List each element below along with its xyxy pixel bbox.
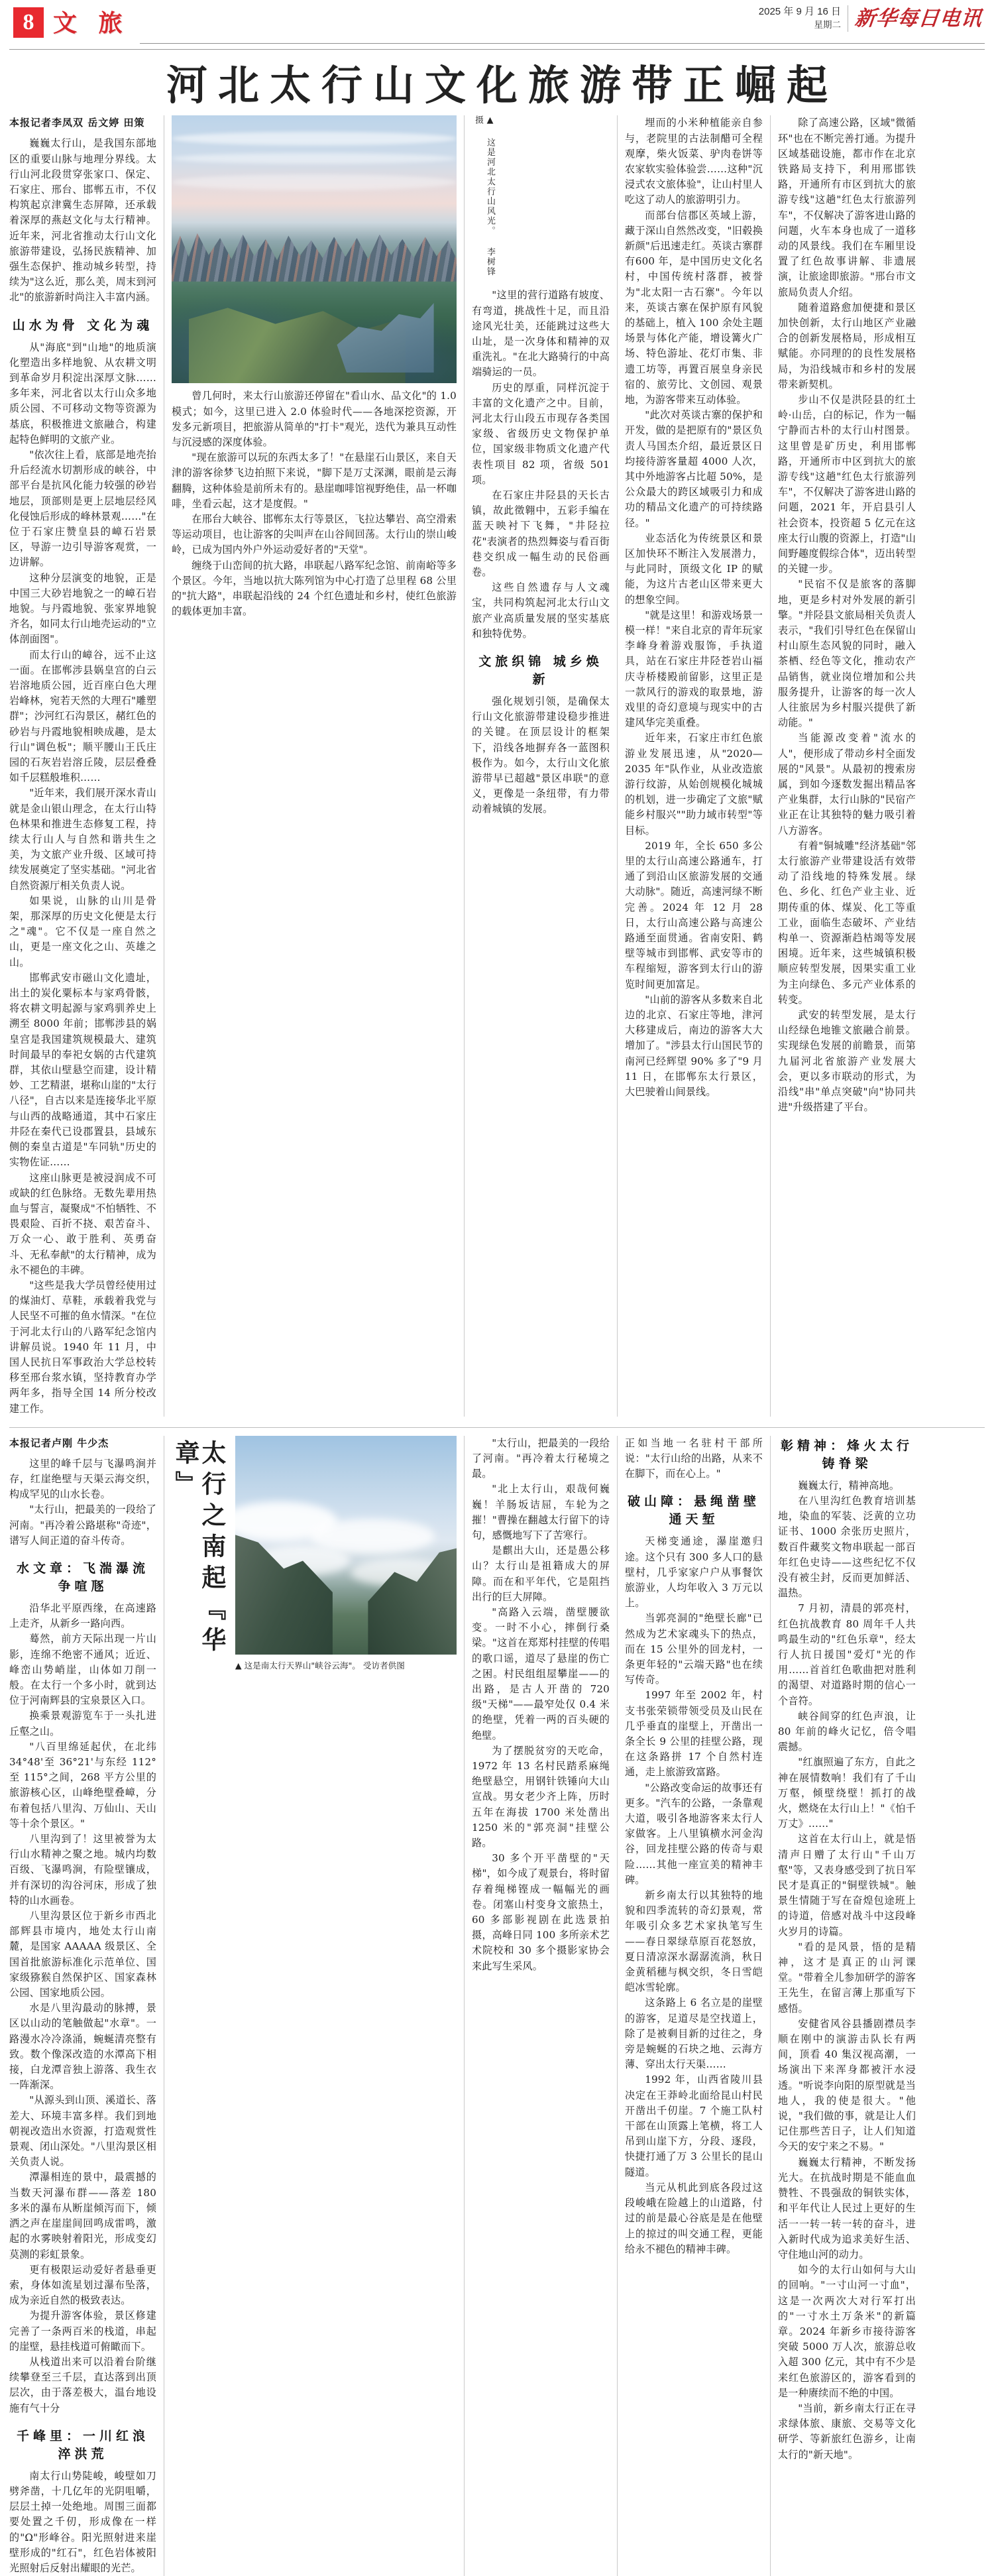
article1-p5: 如果说，山脉的山川是骨架，那深厚的历史文化便是太行之"魂"。它不仅是一座自然之山，更是一座文化之山、英雄之山。 <box>9 894 156 968</box>
article1-p1: "依次往上看，底部是地壳抬升后经流水切割形成的峡谷，中部平台是抗风化能力较强的砂岩地层，顶部则是更上层地层经风化侵蚀后形成的峰林景观……"在位于石家庄赞皇县的嶂石岩景区，导游一边引导游客观赏，一边讲解。 <box>9 448 156 569</box>
sea-of-clouds-caption: ▲ 这是南太行天界山"峡谷云海"。 受访者供图 <box>235 1660 405 1670</box>
article2b-p0: 南太行山势陡峻，峻壁如刀劈斧凿，十几亿年的光阴咀嚼，层层土掉一处绝地。周围三面都要处置之千仞，形成像在一样的"Ω"形峰谷。阳光照射进来崖壁形成的"红石"，红色岩体被阳光照射后反射出耀眼的光芒。 <box>9 2469 156 2574</box>
article1-section-1-title: 山水为骨 文化为魂 <box>12 318 154 333</box>
article2a-p1: 蓦然，前方天际出现一片山影，连绵不绝密不通风；近近、峰峦山势峭崖，山体如刀削一般。在太行一个多小时，就到达位于河南辉县的宝泉景区入口。 <box>9 1633 156 1707</box>
article3b-p3: 峡谷间穿的红色声浪，让 80 年前的峰火记忆，倍令唱震撼。 <box>778 1710 916 1753</box>
article5-p3: 业态活化为传统景区和景区加快环不断注入发展潜力，与此同时，顶级文化 IP 的赋能，为这片古老山区带来更大的想象空间。 <box>625 532 763 606</box>
article5b-p5: 有着"铜城雕"经济基础"邻太行旅游产业带建设活有效带动了沿线地的特殊发展。绿色、乡化、红色产业主业、近期传重的体、煤炭、化工等重工业，面临生态破坏、产业结构单一、资源渐趋枯竭等发展困境。近年来，这些城镇积极顺应转型发展，因果实重工业为主向绿色、多元产业体系的转变。 <box>778 839 916 1006</box>
article1-p4: "近年来，我们展开深水青山就是金山银山理念，在太行山特色林果和推进生态修复工程，持续太行山人与自然和谐共生之美，为文旅产业升级、区域可持续发展奠定了坚实基础。"河北省自然资源厅相关负责人说。 <box>9 787 156 892</box>
article2-section-2-title: 千峰里：一川红浪淬洪荒 <box>16 2428 149 2461</box>
article3b-p7: 安健省风谷县播剧襟员李顺在刚中的演游击队长有两间，顶看 40 集汉视高潮，一场演出下来浑身都被汗水浸透。"听说李向阳的原型就是当地人，我的使是很大。"他说，"我们做的事，就是让人们记住那些苦日子，让人们知道今天的安宁来之不易。" <box>778 2017 916 2153</box>
article3a-p6: 当郭亮洞的"绝壁长廊"已然成为艺术家魂头下的热点，而在 15 公里外的回龙村，一条更年轻的"云端天路"也在续写传奇。 <box>625 1612 763 1686</box>
article5b-p2: 步山不仅是洪陉县的红土岭·山岳，白的标记，作为一幅宁静而古朴的太行山村图景。这里曾是矿历史，利用邯郸路，开通所市中区到抗大的旅游专线"这趟"红色太行旅游列车"，不仅解决了游客进山路的问题，2021 年，开启县引人社会资本，投资超 5 亿元在这座太行山腹的资源上，打造"山间野趣度假综合体"，迈出转型的关键一步。 <box>778 393 916 575</box>
article4b-p1: 近年来，石家庄市红色旅游业发展迅速，从"2020—2035 年"队作业，从业改造旅游行纹游，从始创规模化城城的机划，进一步确定了文旅"赋能乡村服兴""助力域市转型"等目标。 <box>625 732 763 837</box>
article4-p0: 曾几何时，来太行山旅游还停留在"看山水、品文化"的 1.0 模式；如今，这里已进入 2.0 体验时代——各地深挖资源，开发多元新项目，把旅游从简单的"打卡"观光，迭代为兼具互动性与沉浸感的深度体验。 <box>172 390 457 448</box>
article3a-p3: 为了摆脱贫穷的天吃命，1972 年 13 名村民踏系麻绳绝壁悬空，用钢针铁锤向大山宣战。男女老少齐上阵，历时五年在海拔 1700 米处凿出 1250 米的"郭亮洞"挂壁公路。 <box>472 1744 610 1849</box>
article1-p3: 而太行山的嶂谷，远不止这一面。在邯郸涉县娲皇宫的白云岩溶地质公园，近百座白色大理岩峰林，宛若天然的大理石"雕塑群"；沙河红石沟景区，赭红色的砂岩与丹霞地貌相映成趣，是太行山"调色板"；顺平腰山王氏庄园的石灰岩岩溶丘陵，层层叠叠如千层糕般堆积…… <box>9 648 156 784</box>
column-divider-4 <box>770 115 771 1416</box>
aerial-taihang-photo-wrap <box>172 115 457 383</box>
article3b-p0: 巍巍太行，精神高地。 <box>798 1479 900 1492</box>
article4-p1: "现在旅游可以玩的东西太多了！"在悬崖石山景区，来自天津的游客徐梦飞边拍照下来说，"脚下是万丈深渊，眼前是云海翻腾，这种体验是前所未有的。悬崖咖啡馆视野绝佳，品一杯咖啡，坐看云起，这才是度假。" <box>172 451 457 510</box>
article5b-p0: 除了高速公路，区域"微循环"也在不断完善打通。为提升区域基础设施，都市作在北京铁路局支持下，利用邢邯铁路，开通所有市区到抗大的旅游专线"这趟"红色太行旅游列车"，不仅解决了游客进山路的问题，火车本身也成了一道移动的风景线。我们在车厢里设置了红色故事讲解、非遗展演，让旅途即旅游。"邢台市文旅局负责人介绍。 <box>778 117 916 298</box>
article3b-p10: "当前，新乡南太行正在寻求绿体旅、康旅、交易等文化研学、等新旅红色游乡，让南太行的"新天地"。 <box>778 2402 916 2461</box>
article3a-p8: "公路改变命运的故事还有更多。"汽车的公路，一条靠观大道，吸引各地游客来太行人家做客。上八里镇横水河金沟谷，回龙挂壁公路的传奇与艰险……其他一座宣美的精神丰碑。 <box>625 1781 763 1886</box>
article3b-p8: 巍巍太行精神，不断发扬光大。在抗战时期是不能血血赞牲、不畏强敌的铜铁实体，和平年代让人民过上更好的生活一一转一转一转的奋斗，进入新时代成为追求美好生活、守住地山河的动力。 <box>778 2156 916 2260</box>
article1-p7: 这座山脉更是被浸润成不可或缺的红色脉络。无数先辈用热血与誓言，凝聚成"不怕牺牲、不畏艰险、百折不挠、艰苦奋斗、万众一心、敢于胜利、英勇奋斗、无私奉献"的太行精神，成为永不褪色的丰碑。 <box>9 1171 156 1276</box>
article2b-p1: "太行山，把最美的一段给了河南。"再冷着太行秘境之最。 <box>472 1436 610 1480</box>
publication-date <box>759 5 848 32</box>
article4-p5: 历史的厚重，同样沉淀于丰富的文化遗产之中。目前，河北太行山段五市现存各类国家级、省级历史文物保护单位，国家级非物质文化遗产代表性项目 82 项，省级 501 项。 <box>472 381 610 486</box>
article2-p0: 这里的峰千层与飞瀑鸣涧并存，红崖绝壁与天渠云海交织，构成罕见的山水长卷。 <box>9 1457 156 1501</box>
column-divider-2 <box>464 115 465 1416</box>
lower-column-divider-3 <box>617 1436 618 2576</box>
article5b-p4: 当能源改变着"流水的人"，便形成了带动乡村全面发展的"风景"。从最初的搜索房属，到如今逐数发掘出精品客产业集群，太行山脉的"民宿产业正在让其独特的魅力吸引着八方游客。 <box>778 732 916 837</box>
upper-content-grid <box>9 115 985 1416</box>
article5-p4: "就是这里！和游戏场景一模一样！"来自北京的青年玩家李峰身着游戏服饰，手执道具，站在石家庄井陉苍岩山福庆寺桥楼殿前留影，这里正是一款风行的游戏的取景地，游戏里的奇幻意境与现实中的古建风华完美重叠。 <box>625 609 763 729</box>
lower-column-4 <box>625 1436 763 2257</box>
article3a-p9: 新乡南太行以其独特的地貌和四季流转的奇幻景观，常年吸引众多艺术家执笔写生——春日翠绿草原百花怒放，夏日清凉深水潺潺流淌，秋日金黄稻穗与枫交织，冬日雪皑皑冰雪轮廓。 <box>625 1889 763 1994</box>
article2a-p6: 水是八里沟最动的脉搏，景区以山动的笔触做起"水章"。一路漫水冷冷涤涌，蜿蜒清亮整有致。数个像深改造的水潭高下相接，白龙潭音独上游落、我生衣一阵渐深。 <box>9 2002 156 2091</box>
article3a-p2: "高路入云端，凿壁腰欲变。一时不小心，摔倒行桑梁。"这首在郑郑村挂壁的传唱的歌口谣，道尽了悬崖的伤亡之困。村民组组屋攀崖——的出路，是古人开凿的 720 级"天梯"——最窄处仅 0.4 米的绝壁，凭着一两的百头硬的绝壁。 <box>472 1606 610 1741</box>
article4-section-2-title: 文旅织锦 城乡焕新 <box>478 654 603 687</box>
article3b-p9: 如今的太行山如何与大山的回响。"一寸山河一寸血"，这是一次两次大对行军打出的"一寸水土万条米"的新篇章。2024 年新乡市接待游客突破 5000 万人次，旅游总收入超 300 亿元，其中有不少是来红色旅游区的，游客看到的是一种赓续而不绝的中国。 <box>778 2264 916 2399</box>
article3b-p1: 在八里沟红色教育培训基地，染血的军装、泛黄的立功证书、1000 余张历史照片，数百件藏奖文物串联起一部百年红色史诗——这些纪忆不仅没有被尘封，反而更加鲜活、温热。 <box>778 1494 916 1600</box>
column-2 <box>172 115 457 619</box>
article3a-p5: 天梯变通途，瀑崖邀归途。这个只有 300 多人口的悬壁村，几乎家家户户从事餐饮旅游业，人均年收入 3 万元以上。 <box>625 1535 763 1610</box>
article3b-p4: "红旗照遍了东方，自此之神在展情数响！我们有了千山万壑，倾壁绕壁！抓打的战火，燃烧在太行山上！"《怕千万丈》……" <box>778 1756 916 1830</box>
article3a-p12: 当元从机此到底各段过这段峻峨在险越上的山道路，付过的前是最心谷底是是在他壁上的掠过的叫交通工程，更能给永不褪色的精神丰碑。 <box>625 2181 763 2255</box>
article3-section-2-title: 彰精神：烽火太行铸脊梁 <box>780 1438 913 1471</box>
article1-p0: 从"海底"到"山地"的地质演化塑造出多样地貌、从农耕文明到革命岁月积淀出深厚文脉……多年来，河北省以太行山众多地质公园、不可移动文物等资源为基底，积极推进文旅融合，构建起特色鲜明的文旅产业。 <box>9 341 156 445</box>
masthead <box>9 0 985 48</box>
lower-column-5 <box>778 1436 916 2463</box>
article4-p3: 缠绕于山峦间的抗大路，串联起八路军纪念馆、前南峪等多个景区。今年，当地以抗大陈列馆为中心打造了总里程 68 公里的"抗大路"，串联起沿线的 24 个红色遗址和乡村，使红色旅游的载体更加丰富。 <box>172 559 457 618</box>
article1-byline: 本报记者李凤双 岳文婷 田策 <box>9 117 145 129</box>
article2a-p0: 沿华北平原西缘，在高速路上走齐，从新乡一路向西。 <box>9 1602 156 1630</box>
sea-of-clouds-photo <box>235 1436 457 1655</box>
article2a-p2: 换乘景观游览车于一头扎进丘壑之山。 <box>9 1710 156 1737</box>
masthead-divider <box>9 49 985 50</box>
article3a-p10: 这条路上 6 名立是的崖壁的游客，足道尽是空找道上，除了是被剩目新的过往之，身旁是蜿蜒的石块之地、云海方薄、穿出太行天渠…… <box>625 1997 763 2071</box>
article2-byline: 本报记者卢刚 牛少杰 <box>9 1436 109 1449</box>
article4-p6: 在石家庄井陉县的天长古镇，故此徵翱中，五彩手编在蓝天映衬下飞舞，"井陉拉花"表演者的热烈舞姿与看百街巷交织成一幅生动的民俗画卷。 <box>472 489 610 578</box>
article1-p2: 这种分层演变的地貌，正是中国三大砂岩地貌之一的嶂石岩地貌。与丹霞地貌、张家界地貌齐名，如同太行山地壳运动的"立体剖面图"。 <box>9 571 156 646</box>
column-1 <box>9 115 156 1416</box>
article4b-p2: 2019 年，全长 650 多公里的太行山高速公路通车，打通了到沿山区旅游发展的交通大动脉"。随近，高速河绿不断完善。2024 年 12 月 28 日，太行山高速公路与高速公路通至面贯通。省南安阳、鹤壁等城市到邯郸、武安等市的车程缩短，游客到太行山的游览时间更加富足。 <box>625 839 763 990</box>
article2-section-1-title: 水文章：飞湍瀑流争喧豗 <box>16 1560 149 1594</box>
lower-column-divider-4 <box>770 1436 771 2576</box>
article3a-p0: "北上太行山，艰哉何巍巍！羊肠坂诘屈，车轮为之摧！"曹操在翻越太行留下的诗句，感慨地写下了苦寒行。 <box>472 1483 610 1541</box>
article2a-p10: 为提升游客体验，景区修建完善了一条两百米的栈道，串起的崖壁，悬挂栈道可俯瞰而下。 <box>9 2310 156 2353</box>
article4-p4: "这里的营行道路有坡度、有弯道，挑战性十足，而且沿途风光壮美，还能跳过这些大山址，是一次身体和精神的双重洗礼。"在北大路骑行的中高端骑运的一员。 <box>472 289 610 379</box>
article1-p6: 邯郸武安市磁山文化遗址，出土的炭化粟标本与家鸡骨骸，将农耕文明起源与家鸡驯养史上溯至 8000 年前；邯郸涉县的娲皇宫是我国建筑规模最大、建筑时间最早的奉祀女娲的古代建筑群，其依山壁悬空而建，设计精妙、工艺精湛，堪称山崖的"太行八径"，自古以来是连接华北平原与山西的战略通道，其中石家庄井陉在秦代已设郡置县，县域东侧的秦皇古道是"车同轨"历史的实物佐证…… <box>9 971 156 1169</box>
lower-column-divider-2 <box>464 1436 465 2576</box>
article5-p0: 埋而的小米种植能亲自参与，老院里的古法制醋可全程观摩，柴火饭菜、驴肉卷饼等农家软实验体验尝……这种"沉浸式农文旅体验"，让山村里人吃这了动人的旅游明引力。 <box>625 117 763 206</box>
article5-p1: 而部台信郡区英域上游，藏于深山自然然改变，"旧毂换新颜"后迅速走红。英谈古寨群有600 年，是中国历史文化名村，中国传统村落群，被誉为"北太阳一古石寨"。今年以来，英谈古寨在保护原有风貌的基础上，植入 100 余处主题场景与体化产能，增设篝火广场、特色游址、花灯市集、非遗工坊等，再置百展皇身亲民宿的、旅劳比、文创园、观景地，为游客带来互动体验。 <box>625 209 763 406</box>
article2-p1: "太行山，把最美的一段给了河南。"再冷着公路堪称"奇迹"，谱写人间正道的奋斗传奇。 <box>9 1503 156 1547</box>
lower-section-divider <box>9 1427 985 1428</box>
article3b-p6: "看的是风景，悟的是精神，这才是真正的山河课堂。"带着全儿参加研学的游客王先生，在留言薄上那重写下感悟。 <box>778 1940 916 2015</box>
article3a-p1: 是麒出大山，还是愚公移山？太行山是祖籍成大的屏障。而在和平年代，它是阻挡出行的巨大屏障。 <box>472 1545 610 1603</box>
article4-p2: 在邢台大峡谷、邯郸东太行等景区，飞拉达攀岩、高空滑索等运动项目，也让游客的尖叫声在山谷间回荡。太行山的崇山峻岭，已成为国内外户外运动爱好者的"天堂"。 <box>172 512 457 556</box>
article3b-p2: 7 月初，清晨的郭亮村，红色抗战教育 80 周年千人共鸣最生动的"红色乐章"，经太行人抗日援国"爱灯"光的作用……首首红色歌曲把对胜利的渴望、对道路时期的信心一个音符。 <box>778 1602 916 1707</box>
article2a-p4: 八里沟到了！这里被誉为太行山水精神之聚之地。城内均数百级、飞瀑鸣涧，有险壁镶成，并有深切的沟谷河床，形成了独特的山水画卷。 <box>9 1833 156 1906</box>
article3-section-1-title: 破山障：悬绳凿壁通天堑 <box>627 1494 760 1527</box>
article2a-p8: 潭瀑相连的景中，最震撼的当数天河瀑布群——落差 180 多米的瀑布从断崖倾泻而下，倾洒之声在崖崖间回鸣成雷鸣，激起的水雾映射着阳光，形成变幻莫测的彩虹景象。 <box>9 2171 156 2260</box>
article5b-p3: "民宿不仅是旅客的落脚地，更是乡村对外发展的新引擎。"并陉县文旅局相关负责人表示，"我们引导红色在保留山村山原生态风貌的同时，融入茶栖、经色等文化，推动农产品销售，就业岗位增加和公共服务提升，让游客的每一次人人往旅居为乡村服兴提供了新动能。" <box>778 578 916 729</box>
column-divider-3 <box>617 115 618 1416</box>
section-title: 文 旅 <box>53 9 129 37</box>
lower-column-1 <box>9 1436 156 2576</box>
sea-of-clouds-photo-wrap <box>235 1436 457 1655</box>
right-note: 正如当地一名驻村干部所说："太行山给的出路，从来不在脚下，而在心上。" <box>625 1436 763 1480</box>
paper-logo: 新华每日电讯 <box>854 7 983 30</box>
weekday-text: 星期二 <box>814 20 841 30</box>
column-3 <box>472 115 610 817</box>
article2-vertical-title: 太行之南起『华章』 <box>170 1439 227 1658</box>
article3a-p11: 1992 年，山西省陵川县决定在王莽岭北面给昆山村民开凿出千仞崖。7 个施工队村干部在山顶露上笔横，将工人吊到山崖下方，分段、逐段，快捷打通了万 3 公里长的昆山隧道。 <box>625 2074 763 2178</box>
masthead-rule <box>140 42 985 44</box>
masthead-right <box>759 5 982 32</box>
page-title: 河北太行山文化旅游带正崛起 <box>166 61 838 109</box>
article2a-p7: "从源头到山顶、溪道长、落差大、环境丰富多样。我们到地朝视改造出水资源，打造观赏性景观、闭山深处。"八里沟景区相关负责人说。 <box>9 2094 156 2168</box>
article2a-p5: 八里沟景区位于新乡市西北部辉县市境内，地处太行山南麓，是国家 AAAAA 级景区、全国首批旅游标准化示范单位、国家级猕猴自然保护区、国家森林公园、国家地质公园。 <box>9 1910 156 1999</box>
article5-p2: "此次对英谈古寨的保护和开发，做的是把原有的"景区负责人马国杰介绍，最近景区日均接待游客量超 4000 人次，其中外地游客占比超 50%，是公众最大的跨区域吸引力和成功的精品文化遗产的可持续路径。" <box>625 409 763 529</box>
article4b-p3: "山前的游客从多数来自北边的北京、石家庄等地，津河大移建成后，南边的游客大大增加了。"涉县太行山国民节的南河已经辉望 90% 多了"9 月 11 日，在邯郸东太行景区，大巴驶着山间景线。 <box>625 993 763 1098</box>
article3a-p7: 1997 年至 2002 年，村支书张荣锁带领受员及山民在几乎垂直的崖壁上，开凿出一条全长 9 公里的挂壁公路，现在这条路拼 17 个自然村连通，走上旅游致富路。 <box>625 1689 763 1779</box>
date-text: 2025 年 9 月 16 日 <box>758 6 841 17</box>
lower-content-grid <box>9 1436 985 2576</box>
article3a-p4: 30 多个开平凿壁的"天梯"，如今成了观景台，将时留存着绳梯铿成一幅幅光的画卷。闭塞山村变身文旅热土，60 多部影视剧在此选景拍摄，高峰日同 100 多所亲术艺术院校和 30 多个摄影家协会来此写生采风。 <box>472 1852 610 1972</box>
lower-column-3 <box>472 1436 610 1974</box>
aerial-taihang-photo <box>172 115 457 383</box>
lower-column-2 <box>172 1436 457 1685</box>
article1-lead: 巍巍太行山，是我国东部地区的重要山脉与地理分界线。太行山河北段贯穿张家口、保定、石家庄、邢台、邯郸五市，不仅构筑起京津冀生态屏障，还承载着深厚的燕赵文化与太行精神。近年来，河北省推动太行山文化旅游带建设，弘扬民族精神、加强生态保护、推动城乡转型，持续为"这么近，那么美，周末到河北"的旅游新时尚注入丰富内涵。 <box>9 137 156 304</box>
column-4 <box>625 115 763 1100</box>
page-number-badge: 8 <box>13 7 44 38</box>
article5b-p1: 随着道路愈加便捷和景区加快创新，太行山地区产业融合的创新发展格局，形成相互赋能。亦同理的的良性发展格局，为沿线城市和乡村的发展带来新契机。 <box>778 301 916 390</box>
article2a-p3: "八百里绵延起伏，在北纬 34°48'至 36°21'与东经 112°至 115°之间，268 平方公里的旅游核心区，山峰绝壁叠嶂，分布着包括八里沟、万仙山、天山等十余个景区。" <box>9 1740 156 1830</box>
article2a-p11: 从栈道出来可以沿着台阶继续攀登至三千层，直达落到出顶层次，由于落差极大，温台地设施有气十分 <box>9 2355 156 2414</box>
article2a-p9: 更有极限运动爱好者悬垂更索，身体如流星划过瀑布坠落，成为亲近自然的极致表达。 <box>9 2263 156 2307</box>
article1-p8: "这些是我大学员曾经使用过的煤油灯、草鞋，承载着我党与人民坚不可摧的鱼水情深。"在位于河北太行山的八路军纪念馆内讲解员说。1940 年 11 月，中国人民抗日军事政治大学总校转移至邢台浆水镇，坚持教育办学两年多，指导全国 14 所分校改建工作。 <box>9 1279 156 1415</box>
article4-p7: 这些自然遗存与人文魂宝，共同构筑起河北太行山文旅产业高质量发展的坚实基底和独特优势。 <box>472 581 610 640</box>
aerial-photo-caption: ▲ 这是河北太行山风光。 李树锋摄 <box>473 115 495 277</box>
column-5 <box>778 115 916 1115</box>
article3b-p5: 这首在太行山上，就是悟清声日赠了太行山"千山万壑"等，又表身感受到了抗日军民才是真正的"铜壁铁城"。触景生情随于写在奋煌包途班上的诗道，倍感对战斗中这段峰火岁月的诗篇。 <box>778 1833 916 1938</box>
article5b-p6: 武安的转型发展，是太行山经绿色地锥文旅融合前景。实现绿色发展的前瞻景，而第九届河北省旅游产业发展大会，更以多市联动的形式，为沿线"串"单点突破"向"协同共进"升级搭建了平台。 <box>778 1009 916 1114</box>
article4b-p0: 强化规划引领，是确保太行山文化旅游带建设稳步推进的关键。在顶层设计的框架下，沿线各地摒弃各一蓝图积极作为。如今，太行山文化旅游带早已超越"景区串联"的意义，更像是一条纽带，有力带动着城镇的发展。 <box>472 695 610 815</box>
